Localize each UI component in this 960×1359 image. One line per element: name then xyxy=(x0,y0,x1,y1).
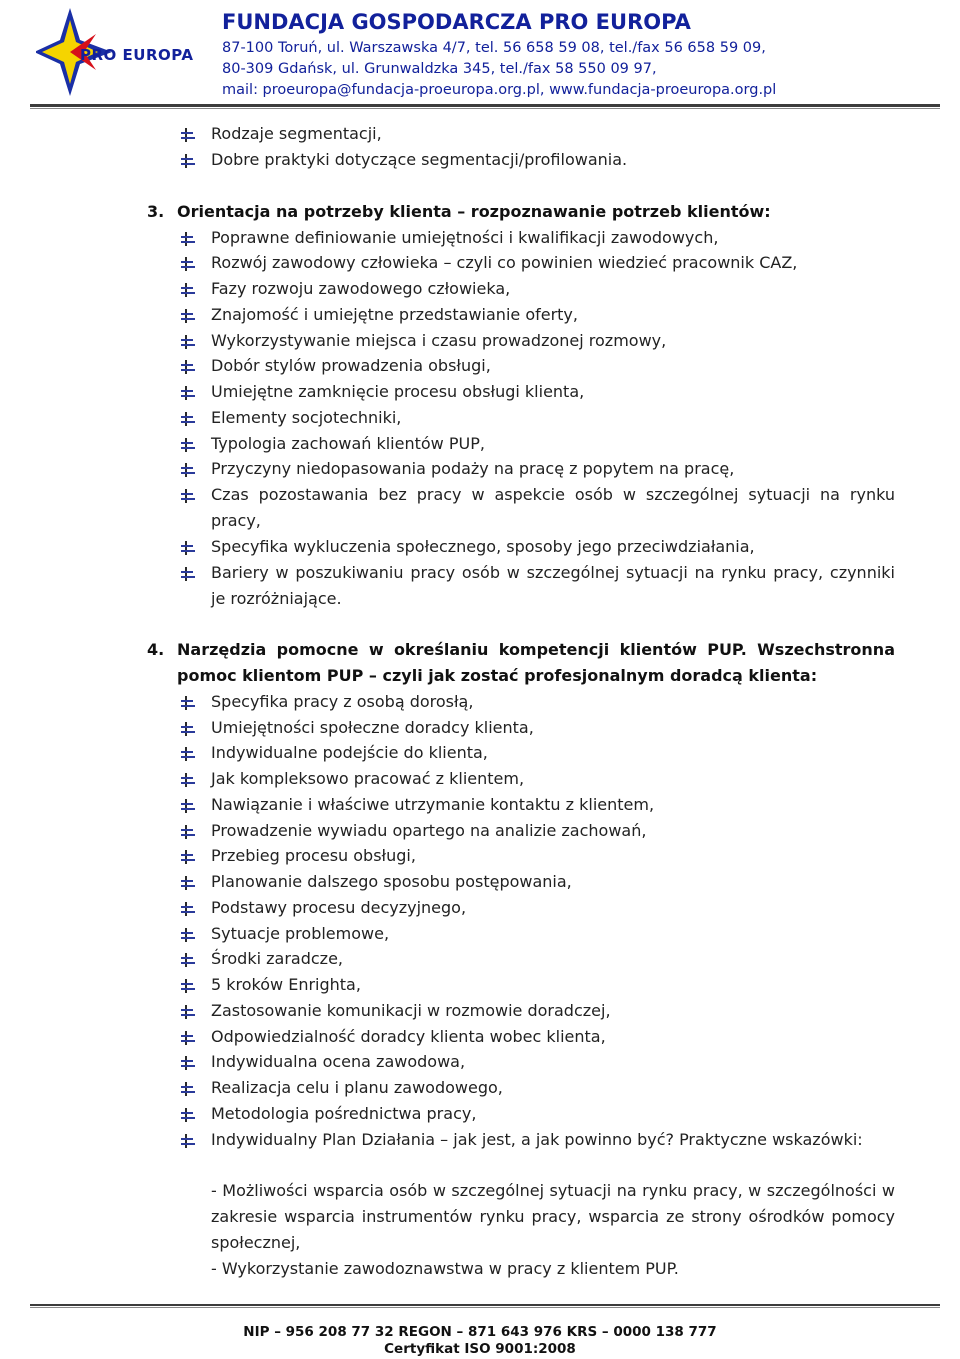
list-bullet-icon xyxy=(181,695,195,709)
list-bullet-icon xyxy=(181,1081,195,1095)
list-item: Planowanie dalszego sposobu postępowania, xyxy=(211,872,572,891)
list-bullet-icon xyxy=(181,1004,195,1018)
address-torun: 87-100 Toruń, ul. Warszawska 4/7, tel. 56 658 59 08, tel./fax 56 658 59 09, xyxy=(222,40,766,56)
list-item: Jak kompleksowo pracować z klientem, xyxy=(211,769,525,788)
list-item: Dobór stylów prowadzenia obsługi, xyxy=(211,356,491,375)
list-item: Dobre praktyki dotyczące segmentacji/profilowania. xyxy=(211,150,628,169)
list-bullet-icon xyxy=(181,359,195,373)
list-item: Czas pozostawania bez pracy w aspekcie osób w szczególnej sytuacji na rynku pracy, xyxy=(211,485,895,530)
list-bullet-icon xyxy=(181,927,195,941)
list-item: Odpowiedzialność doradcy klienta wobec klienta, xyxy=(211,1027,606,1046)
header-divider-thin xyxy=(30,108,940,109)
list-bullet-icon xyxy=(181,231,195,245)
organization-name: FUNDACJA GOSPODARCZA PRO EUROPA xyxy=(222,10,691,34)
list-item: Rodzaje segmentacji, xyxy=(211,124,382,143)
list-item: Umiejętne zamknięcie procesu obsługi klienta, xyxy=(211,382,585,401)
list-item: 5 kroków Enrighta, xyxy=(211,975,361,994)
dash-list-item: - Wykorzystanie zawodoznawstwa w pracy z klientem PUP. xyxy=(211,1259,679,1278)
list-bullet-icon xyxy=(181,952,195,966)
list-bullet-icon xyxy=(181,901,195,915)
list-bullet-icon xyxy=(181,798,195,812)
list-bullet-icon xyxy=(181,385,195,399)
logo-wordmark: PRO EUROPA xyxy=(80,46,194,64)
list-item: Realizacja celu i planu zawodowego, xyxy=(211,1078,503,1097)
list-bullet-icon xyxy=(181,1030,195,1044)
list-item: Indywidualne podejście do klienta, xyxy=(211,743,488,762)
pro-europa-logo xyxy=(36,6,206,98)
header-divider xyxy=(30,104,940,107)
list-item: Indywidualna ocena zawodowa, xyxy=(211,1052,466,1071)
list-bullet-icon xyxy=(181,411,195,425)
list-bullet-icon xyxy=(181,824,195,838)
list-bullet-icon xyxy=(181,566,195,580)
list-item: Podstawy procesu decyzyjnego, xyxy=(211,898,467,917)
list-item: Przebieg procesu obsługi, xyxy=(211,846,416,865)
list-bullet-icon xyxy=(181,721,195,735)
list-bullet-icon xyxy=(181,978,195,992)
list-bullet-icon xyxy=(181,282,195,296)
list-item: Zastosowanie komunikacji w rozmowie doradczej, xyxy=(211,1001,611,1020)
list-item: Znajomość i umiejętne przedstawianie oferty, xyxy=(211,305,578,324)
list-item: Środki zaradcze, xyxy=(211,949,343,968)
footer-certificate: Certyfikat ISO 9001:2008 xyxy=(384,1341,576,1357)
list-bullet-icon xyxy=(181,1107,195,1121)
dash-list-item: - Możliwości wsparcia osób w szczególnej sytuacji na rynku pracy, w szczególności w zakresie wsparcia instrumentów rynku pracy, wsparcia ze strony ośrodków pomocy społecznej, xyxy=(211,1181,895,1252)
list-bullet-icon xyxy=(181,849,195,863)
list-item: Specyfika wykluczenia społecznego, sposoby jego przeciwdziałania, xyxy=(211,537,755,556)
list-bullet-icon xyxy=(181,437,195,451)
list-bullet-icon xyxy=(181,127,195,141)
list-item: Specyfika pracy z osobą dorosłą, xyxy=(211,692,474,711)
list-bullet-icon xyxy=(181,462,195,476)
list-bullet-icon xyxy=(181,772,195,786)
section4-number: 4. xyxy=(147,640,165,659)
list-bullet-icon xyxy=(181,334,195,348)
list-bullet-icon xyxy=(181,1133,195,1147)
contact-line: mail: proeuropa@fundacja-proeuropa.org.pl, www.fundacja-proeuropa.org.pl xyxy=(222,82,777,98)
list-item: Przyczyny niedopasowania podaży na pracę z popytem na pracę, xyxy=(211,459,735,478)
list-item: Umiejętności społeczne doradcy klienta, xyxy=(211,718,534,737)
footer-registration: NIP – 956 208 77 32 REGON – 871 643 976 KRS – 0000 138 777 xyxy=(243,1324,717,1340)
list-bullet-icon xyxy=(181,153,195,167)
list-bullet-icon xyxy=(181,308,195,322)
list-item: Rozwój zawodowy człowieka – czyli co powinien wiedzieć pracownik CAZ, xyxy=(211,253,798,272)
list-bullet-icon xyxy=(181,875,195,889)
list-bullet-icon xyxy=(181,746,195,760)
list-item: Poprawne definiowanie umiejętności i kwalifikacji zawodowych, xyxy=(211,228,719,247)
footer-divider xyxy=(30,1304,940,1306)
list-item: Metodologia pośrednictwa pracy, xyxy=(211,1104,477,1123)
list-item: Sytuacje problemowe, xyxy=(211,924,390,943)
section3-number: 3. xyxy=(147,202,165,221)
list-bullet-icon xyxy=(181,1055,195,1069)
list-bullet-icon xyxy=(181,488,195,502)
list-item: Prowadzenie wywiadu opartego na analizie zachowań, xyxy=(211,821,647,840)
list-item: Wykorzystywanie miejsca i czasu prowadzonej rozmowy, xyxy=(211,331,667,350)
footer-divider-thin xyxy=(30,1307,940,1308)
section3-title: Orientacja na potrzeby klienta – rozpoznawanie potrzeb klientów: xyxy=(177,202,771,221)
list-item: Elementy socjotechniki, xyxy=(211,408,402,427)
address-gdansk: 80-309 Gdańsk, ul. Grunwaldzka 345, tel./fax 58 550 09 97, xyxy=(222,61,657,77)
list-bullet-icon xyxy=(181,540,195,554)
list-item: Indywidualny Plan Działania – jak jest, a jak powinno być? Praktyczne wskazówki: xyxy=(211,1130,863,1149)
list-bullet-icon xyxy=(181,256,195,270)
list-item: Nawiązanie i właściwe utrzymanie kontaktu z klientem, xyxy=(211,795,655,814)
section4-title: Narzędzia pomocne w określaniu kompetencji klientów PUP. Wszechstronna pomoc klientom PUP – czyli jak zostać profesjonalnym doradcą klienta: xyxy=(177,640,895,685)
list-item: Bariery w poszukiwaniu pracy osób w szczególnej sytuacji na rynku pracy, czynniki je rozróżniające. xyxy=(211,563,895,608)
list-item: Typologia zachowań klientów PUP, xyxy=(211,434,485,453)
list-item: Fazy rozwoju zawodowego człowieka, xyxy=(211,279,511,298)
letterhead xyxy=(0,0,960,108)
